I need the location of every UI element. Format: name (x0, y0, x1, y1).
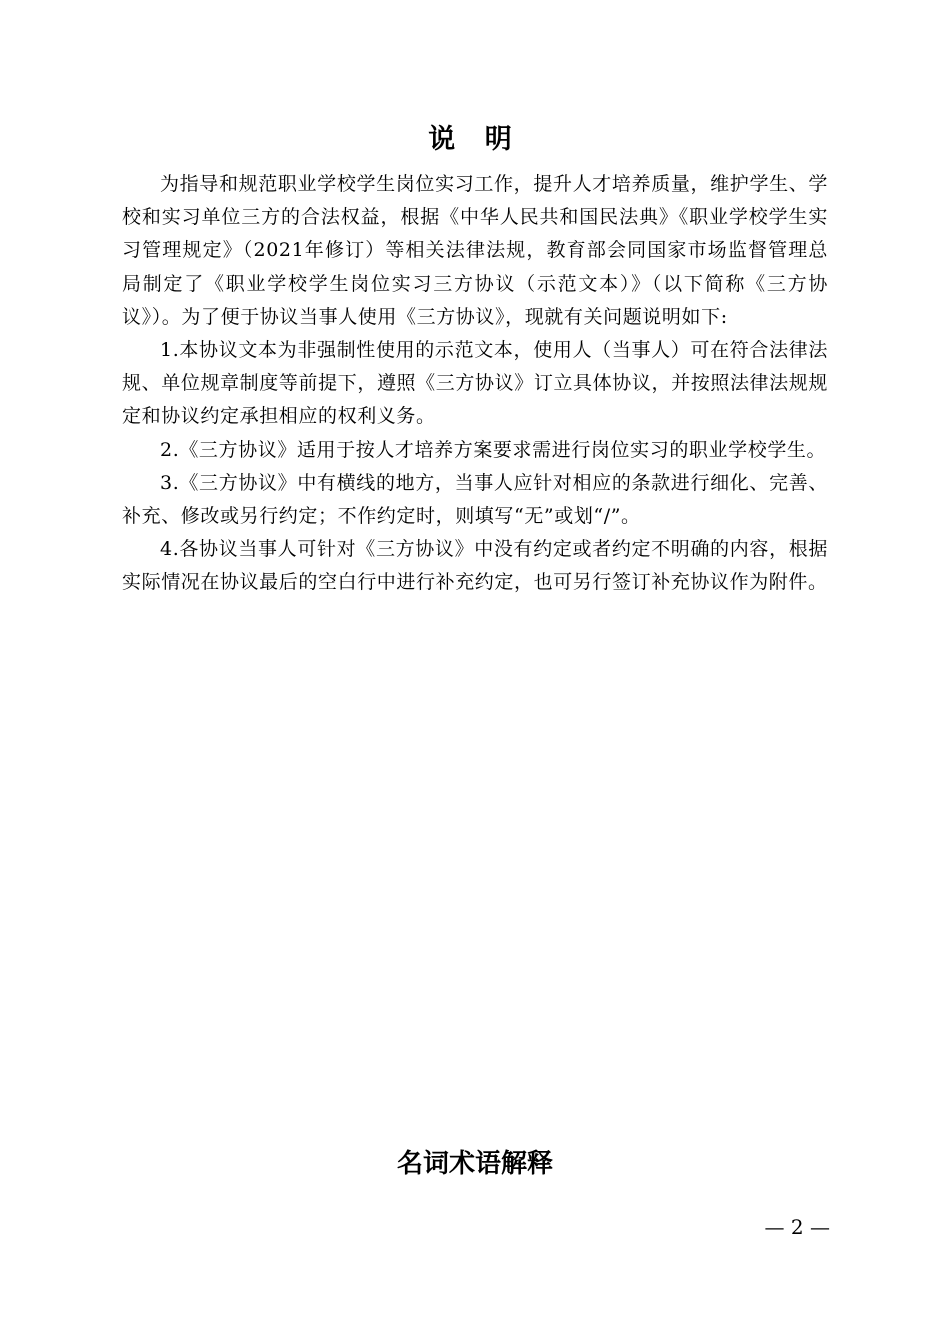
section-title-glossary: 名词术语解释 (396, 1149, 553, 1179)
note-item-3: 3.《三方协议》中有横线的地方，当事人应针对相应的条款进行细化、完善、补充、修改或另行约定；不作约定时，则填写“无”或划“/”。 (122, 471, 828, 528)
page-number: — 2 — (764, 1215, 830, 1239)
note-item-4: 4.各协议当事人可针对《三方协议》中没有约定或者约定不明确的内容，根据实际情况在协议最后的空白行中进行补充约定，也可另行签订补充协议作为附件。 (122, 538, 828, 594)
intro-paragraph: 为指导和规范职业学校学生岗位实习工作，提升人才培养质量，维护学生、学校和实习单位三方的合法权益，根据《中华人民共和国民法典》《职业学校学生实习管理规定》（2021年修订）等相关法律法规，教育部会同国家市场监督管理总局制定了《职业学校学生岗位实习三方协议（示范文本）》（以下简称《三方协议》）。为了便于协议当事人使用《三方协议》，现就有关问题说明如下: (122, 173, 828, 328)
page-title: 说 明 (428, 124, 522, 155)
note-item-2: 2.《三方协议》适用于按人才培养方案要求需进行岗位实习的职业学校学生。 (160, 438, 827, 461)
document-body (122, 168, 828, 600)
note-item-1: 1.本协议文本为非强制性使用的示范文本，使用人（当事人）可在符合法律法规、单位规章制度等前提下，遵照《三方协议》订立具体协议，并按照法律法规规定和协议约定承担相应的权利义务。 (122, 339, 828, 428)
